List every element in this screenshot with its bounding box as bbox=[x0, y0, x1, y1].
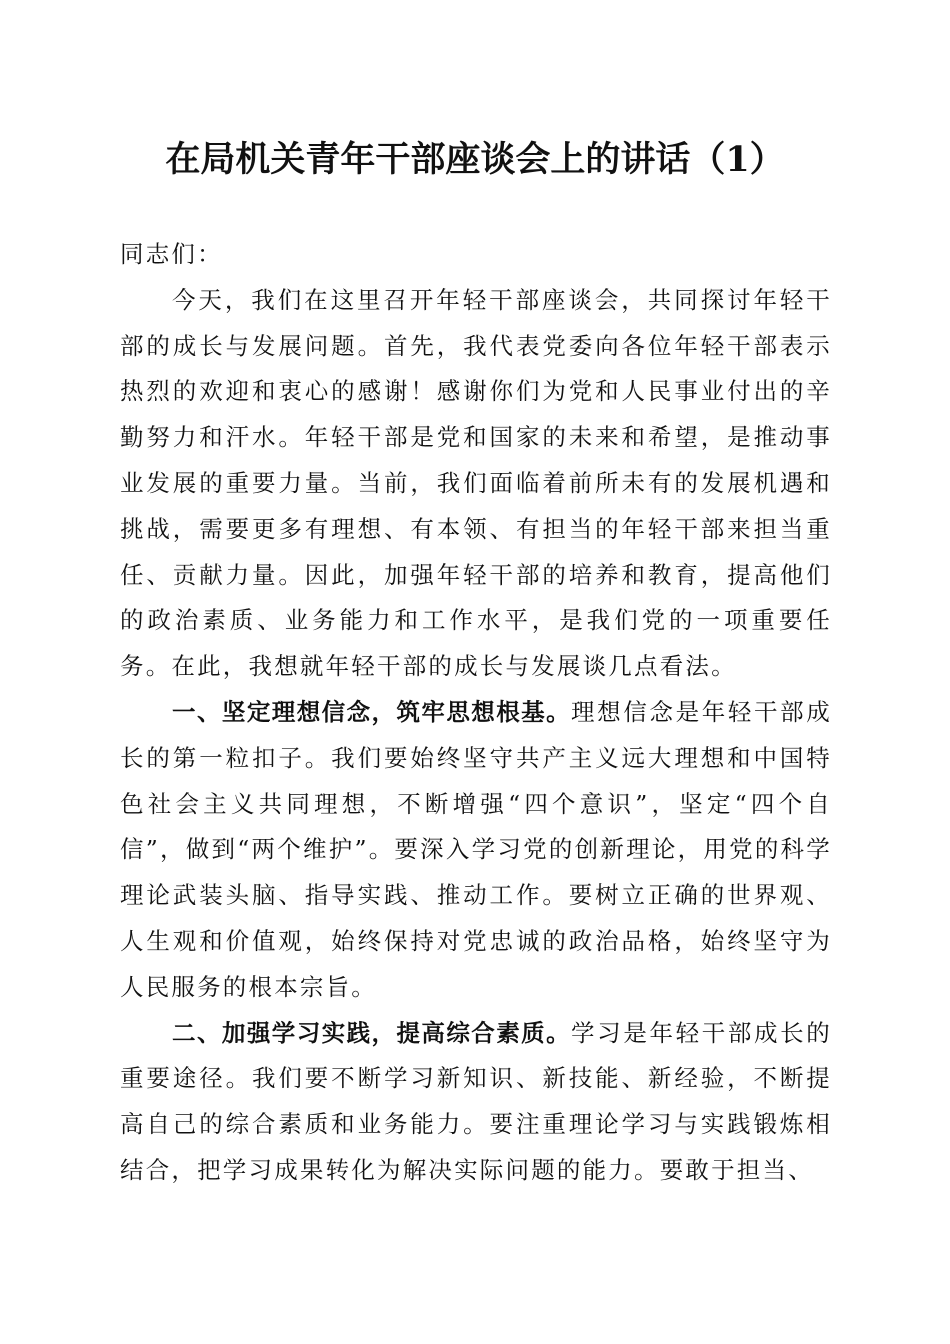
salutation: 同志们： bbox=[120, 240, 223, 268]
intro-paragraph: 今天，我们在这里召开年轻干部座谈会，共同探讨年轻干部的成长与发展问题。首先，我代表党委向各位年轻干部表示热烈的欢迎和衷心的感谢！感谢你们为党和人民事业付出的辛勤努力和汗水。年轻干部是党和国家的未来和希望，是推动事业发展的重要力量。当前，我们面临着前所未有的发展机遇和挑战，需要更多有理想、有本领、有担当的年轻干部来担当重任、贡献力量。因此，加强年轻干部的培养和教育，提高他们的政治素质、业务能力和工作水平，是我们党的一项重要任务。在此，我想就年轻干部的成长与发展谈几点看法。 bbox=[120, 285, 832, 681]
section-paragraph bbox=[120, 1011, 832, 1194]
document-body bbox=[120, 232, 832, 1194]
section-paragraph bbox=[120, 690, 832, 1011]
section-text: 学习是年轻干部成长的重要途径。我们要不断学习新知识、新技能、新经验，不断提高自己的综合素质和业务能力。要注重理论学习与实践锻炼相结合，把学习成果转化为解决实际问题的能力。要敢于担当、 bbox=[120, 1018, 833, 1184]
section-heading: 二、加强学习实践，提高综合素质。 bbox=[172, 1018, 572, 1047]
section-heading: 一、坚定理想信念，筑牢思想根基。 bbox=[172, 697, 572, 726]
section-text: 理想信念是年轻干部成长的第一粒扣子。我们要始终坚守共产主义远大理想和中国特色社会主义共同理想，不断增强“四个意识”，坚定“四个自信”，做到“两个维护”。要深入学习党的创新理论，用党的科学理论武装头脑、指导实践、推动工作。要树立正确的世界观、人生观和价值观，始终保持对党忠诚的政治品格，始终坚守为人民服务的根本宗旨。 bbox=[120, 697, 833, 1001]
document-title: 在局机关青年干部座谈会上的讲话（1） bbox=[165, 139, 785, 180]
